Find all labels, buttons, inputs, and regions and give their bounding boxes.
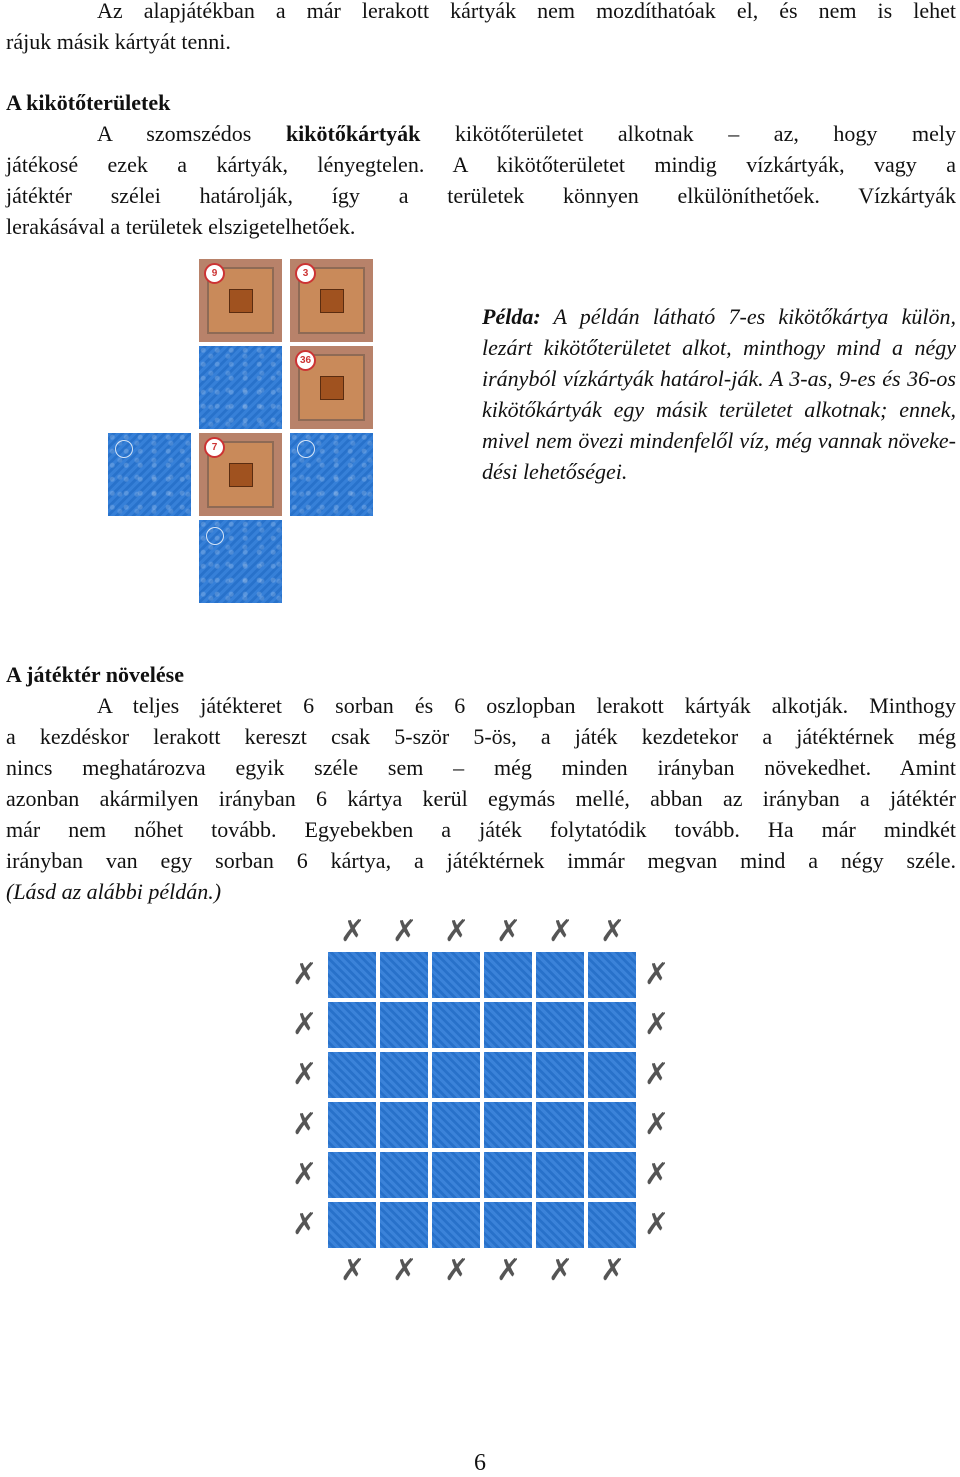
section-heading-harbors: A kikötőterületek xyxy=(6,90,171,115)
grid-cell xyxy=(588,952,636,998)
board-grid xyxy=(328,952,636,1250)
grid-cell xyxy=(536,1102,584,1148)
page-number: 6 xyxy=(474,1450,486,1476)
grid-cell xyxy=(484,952,532,998)
cross-mark-bottom: ✗ xyxy=(340,1253,366,1288)
grid-cell xyxy=(536,952,584,998)
crate-icon xyxy=(229,463,253,487)
cross-mark-bottom: ✗ xyxy=(392,1253,418,1288)
grid-cell xyxy=(432,1152,480,1198)
section1-line-3: játéktér szélei határolják, így a területek könnyen elkülöníthetőek. Vízkártyák xyxy=(6,183,956,208)
cross-mark-left: ✗ xyxy=(292,1007,318,1042)
grid-cell xyxy=(588,1002,636,1048)
grid-cell xyxy=(380,1052,428,1098)
grid-cell xyxy=(484,1202,532,1248)
intro-line-1: Az alapjátékban a már lerakott kártyák nem mozdíthatóak el, és nem is lehet xyxy=(97,0,956,23)
cross-mark-top: ✗ xyxy=(496,914,522,949)
section2-line-2: a kezdéskor lerakott kereszt csak 5-ször 5-ös, a játék kezdetekor a játéktérnek még xyxy=(6,724,956,749)
water-tile xyxy=(199,346,282,429)
cross-mark-bottom: ✗ xyxy=(548,1253,574,1288)
section1-bold-term: kikötőkártyák xyxy=(285,121,421,146)
cross-mark-right: ✗ xyxy=(644,1107,670,1142)
cross-mark-right: ✗ xyxy=(644,1157,670,1192)
cross-mark-left: ✗ xyxy=(292,957,318,992)
crate-icon xyxy=(320,289,344,313)
cross-mark-right: ✗ xyxy=(644,957,670,992)
tile-number-badge: 7 xyxy=(204,437,225,458)
section2-line-1: A teljes játékteret 6 sorban és 6 oszlopban lerakott kártyák alkotják. Minthogy xyxy=(97,693,956,718)
port-tile xyxy=(290,259,373,342)
port-tile xyxy=(199,433,282,516)
grid-cell xyxy=(380,952,428,998)
example-text: A példán látható 7-es kikötőkártya külön, lezárt kikötőterületet alkot, minthogy mind a négy irányból vízkártyák határol-ják. A 3-as, 9-es és 36-os kikötőkártyák egy másik területet alkotnak; ennek, mivel nem övezi mindenfelől víz, még vannak növeke-dési lehetőségei. xyxy=(482,304,956,484)
tile-number-badge: 3 xyxy=(295,263,316,284)
section1-line-1 xyxy=(6,118,956,149)
cross-mark-top: ✗ xyxy=(340,914,366,949)
section-heading-board-growth: A játéktér növelése xyxy=(6,662,184,687)
cross-mark-top: ✗ xyxy=(444,914,470,949)
grid-cell xyxy=(484,1102,532,1148)
crate-icon xyxy=(229,289,253,313)
water-tile xyxy=(290,433,373,516)
water-badge-icon xyxy=(115,440,133,458)
grid-cell xyxy=(328,952,376,998)
grid-cell xyxy=(380,1102,428,1148)
grid-cell xyxy=(484,1002,532,1048)
grid-cell xyxy=(432,1052,480,1098)
grid-cell xyxy=(328,1102,376,1148)
intro-line-2: rájuk másik kártyát tenni. xyxy=(6,29,231,54)
grid-cell xyxy=(536,1002,584,1048)
cross-mark-right: ✗ xyxy=(644,1057,670,1092)
cross-mark-top: ✗ xyxy=(548,914,574,949)
section1-text-rest: kikötőterületet alkotnak – az, hogy mely xyxy=(420,121,956,146)
grid-cell xyxy=(484,1052,532,1098)
section2-line-4: azonban akármilyen irányban 6 kártya kerül egymás mellé, abban az irányban a játéktér xyxy=(6,786,956,811)
cross-mark-top: ✗ xyxy=(600,914,626,949)
example-label: Példa: xyxy=(482,304,541,329)
cross-mark-right: ✗ xyxy=(644,1207,670,1242)
section2-line-7: (Lásd az alábbi példán.) xyxy=(6,879,222,904)
section2-line-6: irányban van egy sorban 6 kártya, a játéktérnek immár megvan mind a négy széle. xyxy=(6,848,956,873)
water-tile xyxy=(199,520,282,603)
crate-icon xyxy=(320,376,344,400)
tile-number-badge: 9 xyxy=(204,263,225,284)
grid-cell xyxy=(328,1002,376,1048)
cross-mark-left: ✗ xyxy=(292,1207,318,1242)
cross-mark-bottom: ✗ xyxy=(444,1253,470,1288)
grid-cell xyxy=(536,1202,584,1248)
grid-cell xyxy=(588,1052,636,1098)
tile-number-badge: 36 xyxy=(295,350,316,371)
section1-line-2: játékosé ezek a kártyák, lényegtelen. A kikötőterületet mindig vízkártyák, vagy a xyxy=(6,152,956,177)
section2-line-3: nincs meghatározva egyik széle sem – még minden irányban növekedhet. Amint xyxy=(6,755,956,780)
grid-cell xyxy=(432,952,480,998)
grid-cell xyxy=(432,1102,480,1148)
grid-cell xyxy=(328,1052,376,1098)
port-tile xyxy=(199,259,282,342)
grid-cell xyxy=(536,1052,584,1098)
grid-cell xyxy=(380,1202,428,1248)
grid-cell xyxy=(588,1152,636,1198)
cross-mark-left: ✗ xyxy=(292,1157,318,1192)
cross-mark-right: ✗ xyxy=(644,1007,670,1042)
grid-cell xyxy=(380,1002,428,1048)
water-badge-icon xyxy=(206,527,224,545)
section2-line-5: már nem nőhet tovább. Egyebekben a játék folytatódik tovább. Ha már mindkét xyxy=(6,817,956,842)
grid-cell xyxy=(328,1152,376,1198)
cross-mark-bottom: ✗ xyxy=(496,1253,522,1288)
example-caption xyxy=(482,301,956,487)
cross-mark-top: ✗ xyxy=(392,914,418,949)
cross-mark-left: ✗ xyxy=(292,1107,318,1142)
grid-cell xyxy=(588,1102,636,1148)
grid-cell xyxy=(432,1002,480,1048)
water-tile xyxy=(108,433,191,516)
grid-cell xyxy=(588,1202,636,1248)
grid-cell xyxy=(328,1202,376,1248)
grid-cell xyxy=(484,1152,532,1198)
section1-line-4: lerakásával a területek elszigetelhetőek. xyxy=(6,214,356,239)
water-badge-icon xyxy=(297,440,315,458)
grid-cell xyxy=(536,1152,584,1198)
port-tile xyxy=(290,346,373,429)
cross-mark-left: ✗ xyxy=(292,1057,318,1092)
grid-cell xyxy=(432,1202,480,1248)
section1-text-start: A szomszédos xyxy=(97,121,286,146)
cross-mark-bottom: ✗ xyxy=(600,1253,626,1288)
grid-cell xyxy=(380,1152,428,1198)
